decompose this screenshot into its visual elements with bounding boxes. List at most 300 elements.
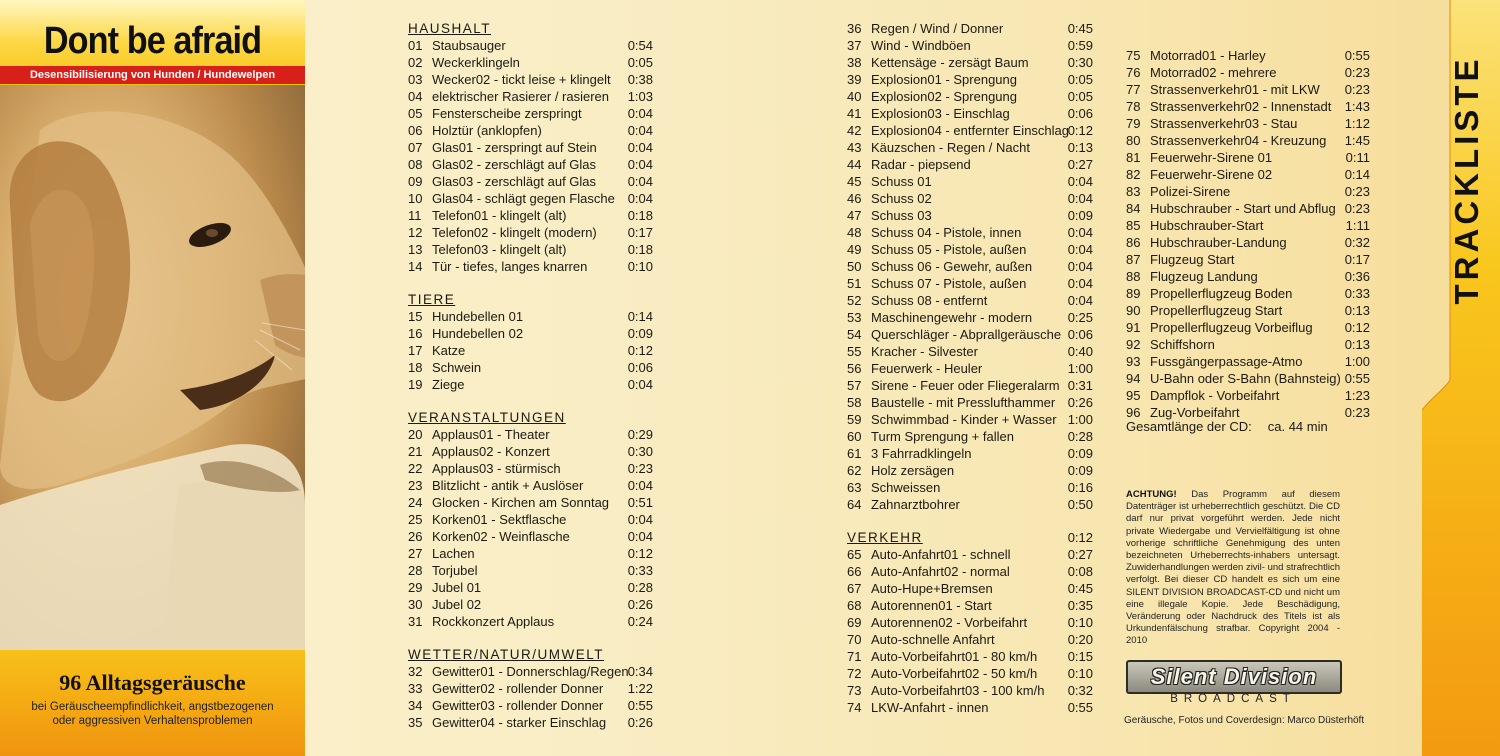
track-row xyxy=(847,411,1093,428)
track-duration: 0:12 xyxy=(1067,123,1093,138)
track-number: 05 xyxy=(408,106,423,121)
track-title: Strassenverkehr01 - mit LKW xyxy=(1150,82,1320,97)
track-duration: 0:04 xyxy=(627,529,653,544)
track-row xyxy=(847,207,1093,224)
cover-title: Dont be afraid xyxy=(43,20,262,62)
track-row xyxy=(408,241,653,258)
track-row xyxy=(847,682,1093,699)
track-duration: 0:05 xyxy=(1067,89,1093,104)
section-heading-text: WETTER/NATUR/UMWELT xyxy=(408,647,604,662)
track-duration: 0:26 xyxy=(627,715,653,730)
track-title: Zug-Vorbeifahrt xyxy=(1150,405,1240,420)
track-row xyxy=(847,326,1093,343)
track-row xyxy=(847,445,1093,462)
track-title: Gewitter03 - rollender Donner xyxy=(432,698,604,713)
track-number: 50 xyxy=(847,259,862,274)
track-title: Gewitter02 - rollender Donner xyxy=(432,681,604,696)
track-number: 95 xyxy=(1126,388,1141,403)
track-row xyxy=(847,54,1093,71)
track-title: Fensterscheibe zerspringt xyxy=(432,106,582,121)
track-number: 62 xyxy=(847,463,862,478)
track-title: Flugzeug Landung xyxy=(1150,269,1258,284)
track-row xyxy=(1126,200,1370,217)
track-number: 53 xyxy=(847,310,862,325)
track-duration: 0:40 xyxy=(1067,344,1093,359)
track-number: 15 xyxy=(408,309,423,324)
track-number: 26 xyxy=(408,529,423,544)
track-number: 09 xyxy=(408,174,423,189)
track-duration: 1:00 xyxy=(1067,412,1093,427)
track-title: Wecker02 - tickt leise + klingelt xyxy=(432,72,611,87)
track-duration: 0:28 xyxy=(1067,429,1093,444)
track-duration: 0:36 xyxy=(1344,269,1370,284)
track-duration: 0:05 xyxy=(1067,72,1093,87)
track-row xyxy=(408,122,653,139)
track-duration: 0:04 xyxy=(1067,276,1093,291)
section-heading-text: VERANSTALTUNGEN xyxy=(408,410,566,425)
track-row xyxy=(847,309,1093,326)
track-row xyxy=(847,496,1093,513)
track-duration: 0:09 xyxy=(1067,446,1093,461)
track-number: 81 xyxy=(1126,150,1141,165)
track-duration: 0:04 xyxy=(1067,242,1093,257)
track-title: Applaus03 - stürmisch xyxy=(432,461,561,476)
track-duration: 0:04 xyxy=(1067,293,1093,308)
track-duration: 1:00 xyxy=(1344,354,1370,369)
track-duration: 0:23 xyxy=(1344,65,1370,80)
track-title: Gewitter01 - Donnerschlag/Regen xyxy=(432,664,629,679)
track-row xyxy=(847,546,1093,563)
track-row xyxy=(408,477,653,494)
track-duration: 0:13 xyxy=(1344,337,1370,352)
track-number: 75 xyxy=(1126,48,1141,63)
track-duration: 0:04 xyxy=(627,140,653,155)
cover-track-count: 96 Alltagsgeräusche xyxy=(59,670,246,695)
track-duration: 0:51 xyxy=(627,495,653,510)
track-duration: 0:45 xyxy=(1067,581,1093,596)
track-row xyxy=(847,190,1093,207)
track-number: 45 xyxy=(847,174,862,189)
track-row xyxy=(408,308,653,325)
legal-notice xyxy=(1126,489,1340,648)
track-title: Dampflok - Vorbeifahrt xyxy=(1150,388,1280,403)
tracklist-column-2 xyxy=(847,20,1093,716)
track-title: Tür - tiefes, langes knarren xyxy=(432,259,588,274)
track-duration: 0:30 xyxy=(1067,55,1093,70)
cover-panel xyxy=(0,0,305,756)
golden-retriever-illustration xyxy=(0,85,305,650)
track-number: 90 xyxy=(1126,303,1141,318)
track-number: 64 xyxy=(847,497,862,512)
track-row xyxy=(1126,370,1370,387)
total-length xyxy=(1126,419,1328,434)
track-duration: 0:30 xyxy=(627,444,653,459)
track-number: 57 xyxy=(847,378,862,393)
track-number: 87 xyxy=(1126,252,1141,267)
track-row xyxy=(408,88,653,105)
track-duration: 0:26 xyxy=(627,597,653,612)
track-number: 80 xyxy=(1126,133,1141,148)
track-number: 59 xyxy=(847,412,862,427)
track-duration: 0:09 xyxy=(1067,208,1093,223)
track-title: Explosion04 - entfernter Einschlag xyxy=(871,123,1070,138)
track-number: 27 xyxy=(408,546,423,561)
track-row xyxy=(408,680,653,697)
track-title: Regen / Wind / Donner xyxy=(871,21,1004,36)
track-duration: 0:04 xyxy=(627,157,653,172)
track-row xyxy=(847,88,1093,105)
track-title: Telefon02 - klingelt (modern) xyxy=(432,225,597,240)
track-row xyxy=(408,697,653,714)
track-row xyxy=(847,275,1093,292)
track-number: 72 xyxy=(847,666,862,681)
track-title: Hubschrauber-Start xyxy=(1150,218,1264,233)
track-title: Schuss 03 xyxy=(871,208,932,223)
track-number: 71 xyxy=(847,649,862,664)
track-duration: 0:33 xyxy=(627,563,653,578)
track-number: 43 xyxy=(847,140,862,155)
track-duration: 0:33 xyxy=(1344,286,1370,301)
track-row xyxy=(408,325,653,342)
section-heading-text: TIERE xyxy=(408,292,456,307)
track-duration: 0:23 xyxy=(1344,405,1370,420)
track-duration: 0:23 xyxy=(1344,184,1370,199)
track-title: Telefon01 - klingelt (alt) xyxy=(432,208,567,223)
track-title: Fussgängerpassage-Atmo xyxy=(1150,354,1303,369)
credits: Geräusche, Fotos und Coverdesign: Marco Düsterhöft xyxy=(1124,715,1365,726)
track-row xyxy=(1126,268,1370,285)
track-title: Holz zersägen xyxy=(871,463,955,478)
track-number: 63 xyxy=(847,480,862,495)
track-row xyxy=(408,71,653,88)
track-row xyxy=(1126,302,1370,319)
track-duration: 0:45 xyxy=(1067,21,1093,36)
track-row xyxy=(847,20,1093,37)
track-number: 13 xyxy=(408,242,423,257)
track-number: 21 xyxy=(408,444,423,459)
track-title: Hubschrauber - Start und Abflug xyxy=(1150,201,1336,216)
track-number: 33 xyxy=(408,681,423,696)
track-number: 60 xyxy=(847,429,862,444)
track-duration: 0:13 xyxy=(1067,140,1093,155)
track-number: 84 xyxy=(1126,201,1141,216)
track-number: 22 xyxy=(408,461,423,476)
track-row xyxy=(1126,115,1370,132)
legal-notice-label: ACHTUNG! xyxy=(1126,489,1177,500)
track-row xyxy=(847,377,1093,394)
track-title: 3 Fahrradklingeln xyxy=(871,446,972,461)
track-number: 46 xyxy=(847,191,862,206)
track-duration: 0:55 xyxy=(627,698,653,713)
track-duration: 0:12 xyxy=(1067,530,1093,545)
track-title: Applaus02 - Konzert xyxy=(432,444,550,459)
track-number: 86 xyxy=(1126,235,1141,250)
track-duration: 0:04 xyxy=(627,106,653,121)
section-heading xyxy=(408,646,653,663)
track-duration: 0:04 xyxy=(627,478,653,493)
track-title: Feuerwehr-Sirene 02 xyxy=(1150,167,1273,182)
track-duration: 0:55 xyxy=(1344,48,1370,63)
track-title: Wind - Windböen xyxy=(871,38,971,53)
tracklist-column-1 xyxy=(408,20,653,731)
track-number: 82 xyxy=(1126,167,1141,182)
track-title: Turm Sprengung + fallen xyxy=(871,429,1014,444)
track-number: 49 xyxy=(847,242,862,257)
track-number: 10 xyxy=(408,191,423,206)
track-number: 70 xyxy=(847,632,862,647)
total-length-value: ca. 44 min xyxy=(1267,419,1328,434)
track-row xyxy=(847,258,1093,275)
track-number: 52 xyxy=(847,293,862,308)
track-title: Auto-Vorbeifahrt02 - 50 km/h xyxy=(871,666,1038,681)
track-title: Glas01 - zerspringt auf Stein xyxy=(432,140,597,155)
track-duration: 0:55 xyxy=(1067,700,1093,715)
track-row xyxy=(847,37,1093,54)
track-number: 12 xyxy=(408,225,423,240)
track-title: Glas03 - zerschlägt auf Glas xyxy=(432,174,597,189)
track-title: Auto-Vorbeifahrt03 - 100 km/h xyxy=(871,683,1045,698)
track-duration: 0:13 xyxy=(1344,303,1370,318)
track-row xyxy=(847,631,1093,648)
track-number: 17 xyxy=(408,343,423,358)
track-number: 16 xyxy=(408,326,423,341)
track-number: 56 xyxy=(847,361,862,376)
logo-subtitle: BROADCAST xyxy=(1170,693,1296,705)
track-row xyxy=(408,528,653,545)
track-row xyxy=(1126,81,1370,98)
track-row xyxy=(1126,183,1370,200)
track-duration: 0:12 xyxy=(1344,320,1370,335)
track-title: Autorennen01 - Start xyxy=(871,598,992,613)
total-length-label: Gesamtlänge der CD: xyxy=(1126,419,1252,434)
track-number: 11 xyxy=(408,208,422,223)
track-number: 77 xyxy=(1126,82,1141,97)
track-duration: 1:43 xyxy=(1344,99,1370,114)
track-row xyxy=(1126,166,1370,183)
track-row xyxy=(1126,336,1370,353)
track-number: 69 xyxy=(847,615,862,630)
track-duration: 0:54 xyxy=(627,38,653,53)
track-title: Motorrad01 - Harley xyxy=(1150,48,1266,63)
section-heading xyxy=(408,291,653,308)
track-row xyxy=(408,663,653,680)
track-number: 79 xyxy=(1126,116,1141,131)
track-title: Blitzlicht - antik + Auslöser xyxy=(432,478,584,493)
track-title: Schuss 06 - Gewehr, außen xyxy=(871,259,1033,274)
section-heading xyxy=(847,529,1093,546)
track-duration: 0:28 xyxy=(627,580,653,595)
track-row xyxy=(408,156,653,173)
track-duration: 1:12 xyxy=(1344,116,1370,131)
track-row xyxy=(847,343,1093,360)
track-duration: 0:06 xyxy=(1067,327,1093,342)
track-row xyxy=(847,580,1093,597)
track-number: 58 xyxy=(847,395,862,410)
track-duration: 0:32 xyxy=(1344,235,1370,250)
track-number: 66 xyxy=(847,564,862,579)
track-duration: 0:24 xyxy=(627,614,653,629)
track-row xyxy=(847,462,1093,479)
track-duration: 0:29 xyxy=(627,427,653,442)
track-title: Sirene - Feuer oder Fliegeralarm xyxy=(871,378,1060,393)
track-title: LKW-Anfahrt - innen xyxy=(871,700,989,715)
track-number: 23 xyxy=(408,478,423,493)
track-row xyxy=(847,479,1093,496)
track-title: Glas04 - schlägt gegen Flasche xyxy=(432,191,615,206)
track-title: Schwimmbad - Kinder + Wasser xyxy=(871,412,1057,427)
track-title: Auto-Anfahrt02 - normal xyxy=(871,564,1010,579)
track-title: Polizei-Sirene xyxy=(1150,184,1231,199)
track-duration: 0:27 xyxy=(1067,157,1093,172)
logo-name: Silent Division xyxy=(1150,664,1318,689)
track-title: Explosion02 - Sprengung xyxy=(871,89,1017,104)
track-title: Schuss 04 - Pistole, innen xyxy=(871,225,1022,240)
track-duration: 0:14 xyxy=(1344,167,1370,182)
track-number: 88 xyxy=(1126,269,1141,284)
track-row xyxy=(847,665,1093,682)
track-number: 38 xyxy=(847,55,862,70)
track-row xyxy=(408,714,653,731)
track-duration: 0:23 xyxy=(1344,82,1370,97)
track-title: Schweissen xyxy=(871,480,941,495)
track-title: Gewitter04 - starker Einschlag xyxy=(432,715,607,730)
track-number: 31 xyxy=(408,614,423,629)
track-title: Schuss 01 xyxy=(871,174,932,189)
track-duration: 0:18 xyxy=(627,242,653,257)
track-duration: 0:05 xyxy=(627,55,653,70)
track-row xyxy=(1126,353,1370,370)
track-duration: 0:16 xyxy=(1067,480,1093,495)
track-duration: 0:11 xyxy=(1345,150,1370,165)
track-number: 28 xyxy=(408,563,423,578)
track-number: 14 xyxy=(408,259,423,274)
track-title: Hubschrauber-Landung xyxy=(1150,235,1287,250)
track-number: 76 xyxy=(1126,65,1141,80)
track-title: Schuss 02 xyxy=(871,191,932,206)
track-duration: 0:18 xyxy=(627,208,653,223)
silent-division-logo xyxy=(1126,660,1342,694)
track-title: Ziege xyxy=(432,377,465,392)
track-number: 67 xyxy=(847,581,862,596)
track-title: Weckerklingeln xyxy=(432,55,520,70)
track-number: 85 xyxy=(1126,218,1141,233)
track-row xyxy=(408,596,653,613)
section-heading-text: HAUSHALT xyxy=(408,21,492,36)
track-duration: 0:38 xyxy=(627,72,653,87)
track-number: 55 xyxy=(847,344,862,359)
track-duration: 0:04 xyxy=(627,512,653,527)
track-number: 96 xyxy=(1126,405,1141,420)
track-row xyxy=(847,292,1093,309)
track-row xyxy=(408,511,653,528)
track-row xyxy=(408,258,653,275)
section-heading xyxy=(408,409,653,426)
track-number: 40 xyxy=(847,89,862,104)
track-title: Jubel 01 xyxy=(432,580,482,595)
track-title: Applaus01 - Theater xyxy=(432,427,550,442)
track-title: Strassenverkehr04 - Kreuzung xyxy=(1150,133,1327,148)
track-number: 30 xyxy=(408,597,423,612)
track-number: 18 xyxy=(408,360,423,375)
track-row xyxy=(408,494,653,511)
track-title: Korken01 - Sektflasche xyxy=(432,512,567,527)
track-row xyxy=(847,156,1093,173)
track-duration: 0:10 xyxy=(627,259,653,274)
track-number: 25 xyxy=(408,512,423,527)
track-title: Propellerflugzeug Vorbeiflug xyxy=(1150,320,1313,335)
track-number: 65 xyxy=(847,547,862,562)
cover-subtitle: Desensibilisierung von Hunden / Hundewelpen xyxy=(0,66,305,84)
track-number: 94 xyxy=(1126,371,1141,386)
track-duration: 1:22 xyxy=(627,681,653,696)
track-title: Strassenverkehr03 - Stau xyxy=(1150,116,1298,131)
track-duration: 0:04 xyxy=(1067,191,1093,206)
track-duration: 0:55 xyxy=(1344,371,1370,386)
track-row xyxy=(408,37,653,54)
track-row xyxy=(408,426,653,443)
cover-description-line: bei Geräuscheempfindlichkeit, angstbezogenen xyxy=(31,701,274,713)
track-row xyxy=(847,360,1093,377)
track-row xyxy=(408,342,653,359)
track-title: Explosion03 - Einschlag xyxy=(871,106,1010,121)
track-number: 08 xyxy=(408,157,423,172)
track-number: 24 xyxy=(408,495,423,510)
track-number: 07 xyxy=(408,140,423,155)
track-title: Telefon03 - klingelt (alt) xyxy=(432,242,567,257)
track-title: Baustelle - mit Presslufthammer xyxy=(871,395,1056,410)
track-row xyxy=(408,562,653,579)
track-title: Motorrad02 - mehrere xyxy=(1150,65,1277,80)
track-title: Glocken - Kirchen am Sonntag xyxy=(432,495,610,510)
track-row xyxy=(1126,98,1370,115)
track-duration: 0:09 xyxy=(1067,463,1093,478)
dog-photo xyxy=(0,85,305,650)
track-number: 83 xyxy=(1126,184,1141,199)
track-number: 36 xyxy=(847,21,862,36)
track-row xyxy=(408,460,653,477)
track-row xyxy=(847,139,1093,156)
track-duration: 0:04 xyxy=(627,123,653,138)
track-number: 06 xyxy=(408,123,423,138)
track-row xyxy=(847,224,1093,241)
track-duration: 0:06 xyxy=(627,360,653,375)
track-number: 78 xyxy=(1126,99,1141,114)
track-title: Propellerflugzeug Start xyxy=(1150,303,1283,318)
track-duration: 1:03 xyxy=(627,89,653,104)
track-number: 04 xyxy=(408,89,423,104)
track-row xyxy=(1126,47,1370,64)
track-row xyxy=(1126,285,1370,302)
track-number: 34 xyxy=(408,698,423,713)
track-number: 47 xyxy=(847,208,862,223)
track-duration: 0:26 xyxy=(1067,395,1093,410)
track-duration: 0:17 xyxy=(627,225,653,240)
track-row xyxy=(847,563,1093,580)
track-number: 02 xyxy=(408,55,423,70)
track-row xyxy=(408,579,653,596)
track-row xyxy=(847,122,1093,139)
track-title: Korken02 - Weinflasche xyxy=(432,529,570,544)
track-row xyxy=(847,648,1093,665)
track-duration: 0:04 xyxy=(627,377,653,392)
track-row xyxy=(847,428,1093,445)
tracklist-tab-label: TRACKLISTE xyxy=(1448,55,1485,305)
track-title: Auto-schnelle Anfahrt xyxy=(871,632,995,647)
track-number: 51 xyxy=(847,276,862,291)
track-row xyxy=(1126,387,1370,404)
track-row xyxy=(408,359,653,376)
track-duration: 0:25 xyxy=(1067,310,1093,325)
